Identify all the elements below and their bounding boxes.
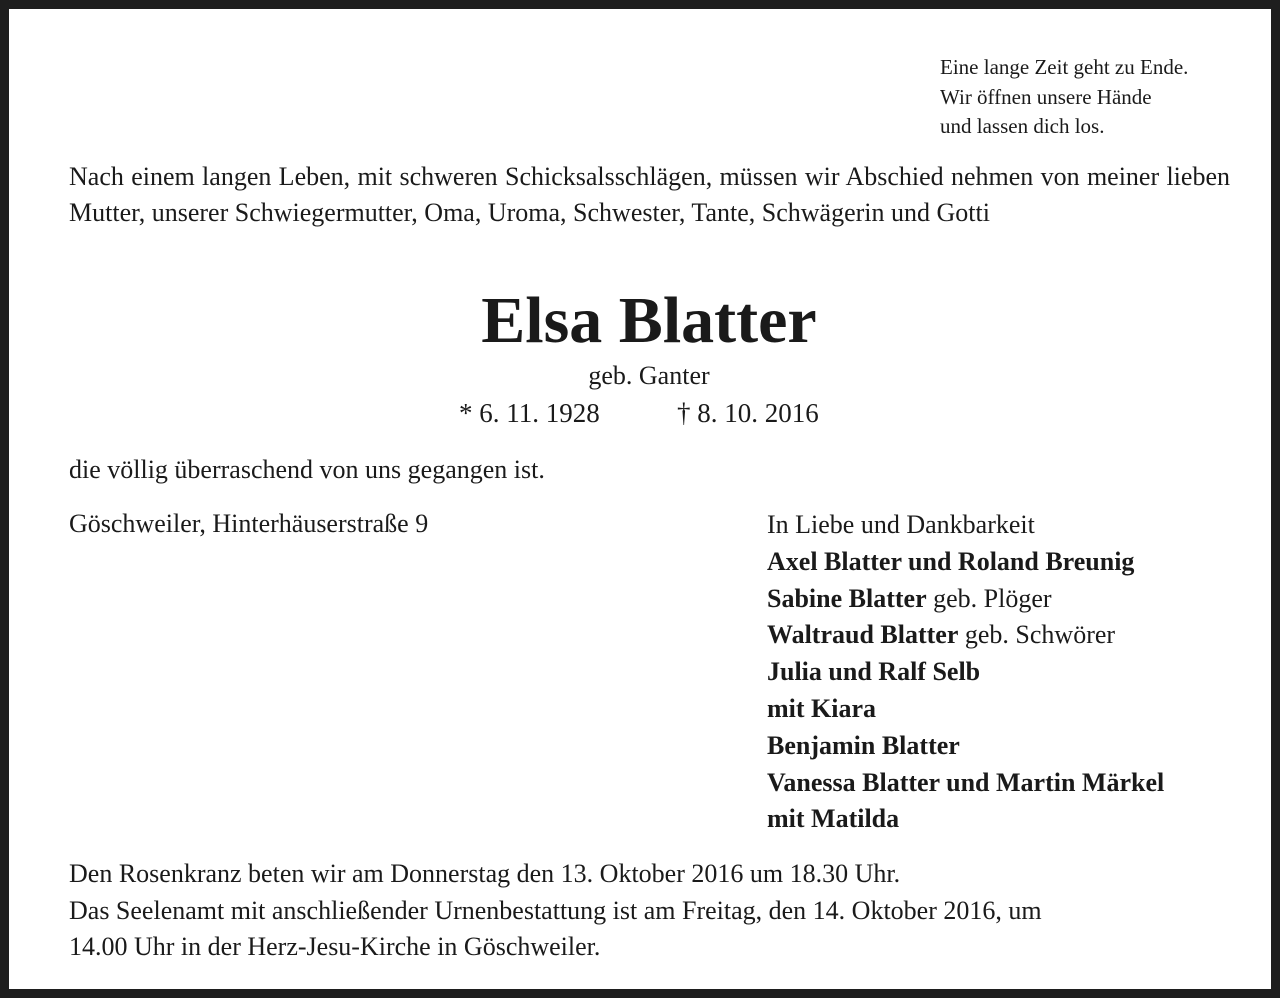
- service-line: 14.00 Uhr in der Herz-Jesu-Kirche in Göschweiler.: [69, 932, 601, 961]
- service-details: [69, 856, 1219, 966]
- birth-date: * 6. 11. 1928: [459, 398, 600, 428]
- intro-paragraph: Nach einem langen Leben, mit schweren Schicksalsschlägen, müssen wir Abschied nehmen von meiner lieben Mutter, unserer Schwiegermutter, Oma, Uroma, Schwester, Tante, Schwägerin und Gotti: [69, 162, 1230, 227]
- mourner-name: Axel Blatter und Roland Breunig: [767, 546, 1135, 576]
- address: Göschweiler, Hinterhäuserstraße 9: [69, 509, 429, 538]
- mourner-entry: [767, 728, 1164, 765]
- mourner-entry: [767, 617, 1164, 654]
- mourner-name: mit Matilda: [767, 804, 900, 834]
- mourner-name: Sabine Blatter: [767, 583, 927, 613]
- mourner-name: Julia und Ralf Selb: [767, 657, 981, 687]
- mourners-list: [767, 507, 1164, 838]
- mourner-entry: [767, 581, 1164, 618]
- mourner-name: Waltraud Blatter: [767, 620, 959, 650]
- mourner-name: mit Kiara: [767, 693, 877, 723]
- mourner-entry: [767, 654, 1164, 691]
- mourner-entry: [767, 801, 1164, 838]
- deceased-name: Elsa Blatter: [481, 284, 817, 357]
- mourner-entry: [767, 765, 1164, 802]
- poem-verse: [940, 53, 1188, 142]
- mourner-name: Vanessa Blatter und Martin Märkel: [767, 767, 1165, 797]
- poem-line: und lassen dich los.: [940, 114, 1105, 138]
- service-line: Den Rosenkranz beten wir am Donnerstag den 13. Oktober 2016 um 18.30 Uhr.: [69, 859, 901, 888]
- mourner-note: geb. Schwörer: [958, 620, 1116, 650]
- service-line: Das Seelenamt mit anschließender Urnenbestattung ist am Freitag, den 14. Oktober 2016, um: [69, 895, 1042, 925]
- mourner-entry: [767, 691, 1164, 728]
- maiden-name: geb. Ganter: [588, 361, 710, 390]
- mourner-note: geb. Plöger: [926, 583, 1052, 613]
- mourner-name: Benjamin Blatter: [767, 730, 960, 760]
- poem-line: Wir öffnen unsere Hände: [940, 84, 1152, 109]
- mourner-entry: [767, 544, 1164, 581]
- closing-sentence: die völlig überraschend von uns gegangen ist.: [69, 455, 545, 484]
- mourners-heading: In Liebe und Dankbarkeit: [767, 510, 1035, 539]
- death-date: † 8. 10. 2016: [677, 398, 819, 428]
- poem-line: Eine lange Zeit geht zu Ende.: [940, 55, 1189, 79]
